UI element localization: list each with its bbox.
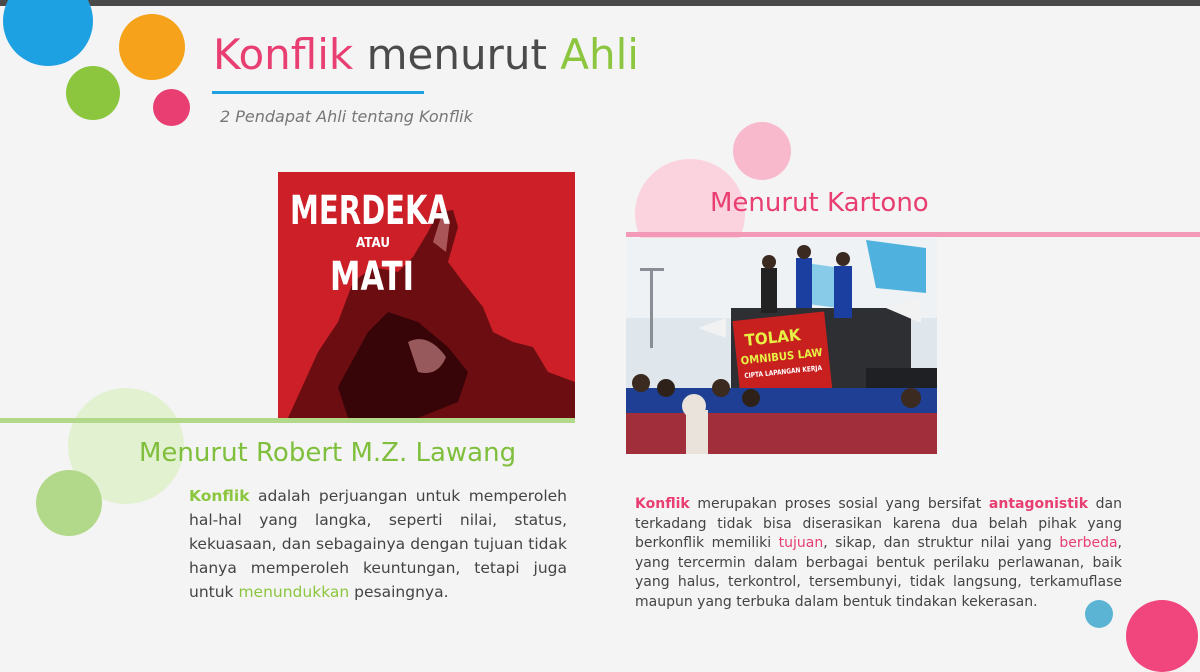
page-title [213,30,639,80]
poster-title-atau: ATAU [356,236,390,251]
kartono-text-1: merupakan proses sosial yang bersifat [689,496,989,512]
protest-photo-image [626,238,937,454]
protest-illustration [626,238,937,454]
lawang-text-1: adalah perjuangan untuk memperoleh hal-hal yang langka, seperti nilai, status, kekuasaan, dan sebagainya dengan tujuan tidak hanya memperoleh keuntungan, tetapi juga untuk [189,487,567,601]
kartono-highlight-berbeda: berbeda [1059,535,1118,551]
lawang-definition-text [189,484,567,604]
page-subtitle: 2 Pendapat Ahli tentang Konflik [220,107,473,126]
top-bar [0,0,1200,6]
lawang-highlight: menundukkan [238,583,350,601]
right-section-rule [626,232,1200,237]
lawang-term: Konflik [189,487,250,505]
banner-text-tolak: TOLAK [743,324,805,350]
poster-title-merdeka: MERDEKA [290,188,451,234]
decor-circle-pink [153,89,190,126]
decor-circle-pink-corner [1126,600,1198,672]
title-word-ahli: Ahli [560,30,639,79]
title-word-menurut: menurut [353,30,561,79]
banner-text-omnibus: OMNIBUS LAW [740,345,831,368]
kartono-text-3: , sikap, dan struktur nilai yang [823,535,1060,551]
kartono-highlight-tujuan: tujuan [778,535,824,551]
decor-circle-green-medium [36,470,102,536]
left-section-rule [0,418,575,423]
kartono-text-4: , yang tercermin dalam berbagai bentuk perilaku perlawanan, baik yang halus, terkontrol, tersembunyi, tidak langsung, terkamuflase maupun yang terbuka dalam bentuk tindakan kekerasan. [635,535,1122,610]
decor-circle-lightpink-small [733,122,791,180]
merdeka-poster-image [278,172,575,418]
decor-circle-blue [3,0,93,66]
left-section-heading: Menurut Robert M.Z. Lawang [139,438,517,468]
title-underline [212,91,424,94]
right-section-heading: Menurut Kartono [710,188,929,218]
poster-title-mati: MATI [330,254,414,300]
decor-circle-green [66,66,120,120]
title-word-konflik: Konflik [213,30,354,79]
banner-text-cipta: CIPTA LAPANGAN KERJA [744,362,839,381]
kartono-definition-text [635,495,1122,612]
lawang-text-2: pesaingnya. [349,583,449,601]
kartono-term: Konflik [635,496,690,512]
kartono-highlight-antagonistik: antagonistik [988,496,1088,512]
poster-illustration [278,172,575,418]
decor-circle-orange [119,14,185,80]
kartono-text-2: dan terkadang tidak bisa diserasikan karena dua belah pihak yang berkonflik memiliki [635,496,1122,551]
